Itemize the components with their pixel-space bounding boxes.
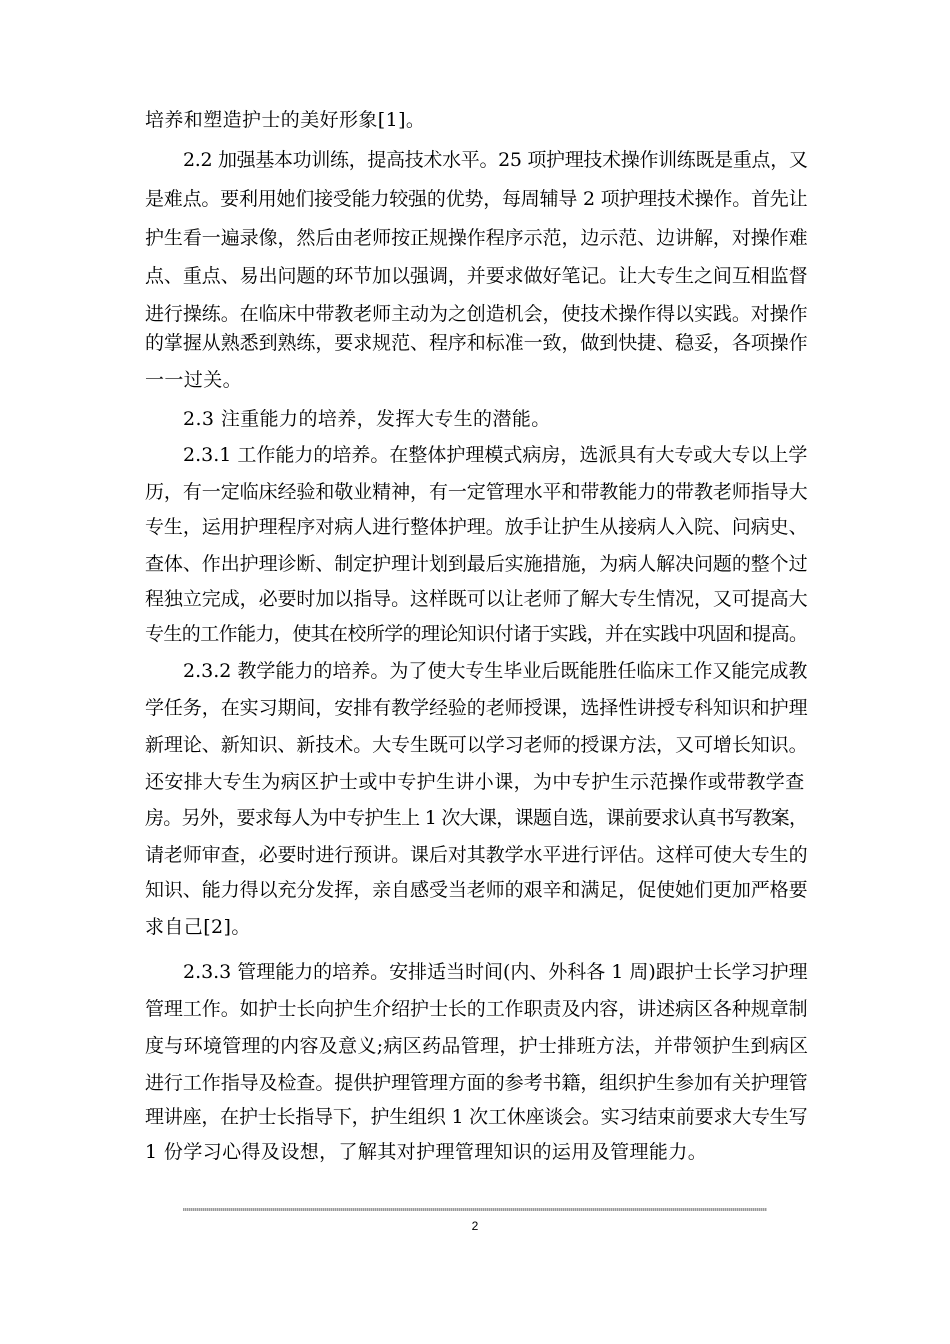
text-line: 护生看一遍录像，然后由老师按正规操作程序示范，边示范、边讲解，对操作难 bbox=[145, 227, 808, 249]
text-line: 知识、能力得以充分发挥，亲自感受当老师的艰辛和满足，促使她们更加严格要 bbox=[145, 879, 808, 901]
text-line: 房。另外，要求每人为中专护生上 1 次大课，课题自选，课前要求认真书写教案， bbox=[145, 807, 808, 829]
text-line: 请老师审查，必要时进行预讲。课后对其教学水平进行评估。这样可使大专生的 bbox=[145, 844, 808, 866]
text-line: 新理论、新知识、新技术。大专生既可以学习老师的授课方法，又可增长知识。 bbox=[145, 734, 808, 756]
text-line: 求自己[2]。 bbox=[145, 916, 251, 938]
text-line: 培养和塑造护士的美好形象[1]。 bbox=[145, 109, 426, 131]
text-line: 2.3.3 管理能力的培养。安排适当时间(内、外科各 1 周)跟护士长学习护理 bbox=[183, 961, 808, 983]
text-line: 2.3.1 工作能力的培养。在整体护理模式病房，选派具有大专或大专以上学 bbox=[183, 444, 808, 466]
text-line: 专生的工作能力，使其在校所学的理论知识付诸于实践，并在实践中巩固和提高。 bbox=[145, 623, 808, 645]
text-line: 1 份学习心得及设想，了解其对护理管理知识的运用及管理能力。 bbox=[145, 1141, 708, 1163]
text-line: 理讲座，在护士长指导下，护生组织 1 次工休座谈会。实习结束前要求大专生写 bbox=[145, 1106, 808, 1128]
text-line: 管理工作。如护士长向护生介绍护士长的工作职责及内容，讲述病区各种规章制 bbox=[145, 998, 808, 1020]
text-line: 的掌握从熟悉到熟练，要求规范、程序和标准一致，做到快捷、稳妥，各项操作 bbox=[145, 332, 808, 354]
text-line: 进行工作指导及检查。提供护理管理方面的参考书籍，组织护生参加有关护理管 bbox=[145, 1072, 808, 1094]
footer-divider bbox=[183, 1208, 767, 1211]
text-line: 进行操练。在临床中带教老师主动为之创造机会，使技术操作得以实践。对操作 bbox=[145, 303, 808, 325]
text-line: 2.2 加强基本功训练，提高技术水平。25 项护理技术操作训练既是重点，又 bbox=[183, 149, 808, 171]
text-line: 点、重点、易出问题的环节加以强调，并要求做好笔记。让大专生之间互相监督 bbox=[145, 265, 808, 287]
text-line: 是难点。要利用她们接受能力较强的优势，每周辅导 2 项护理技术操作。首先让 bbox=[145, 188, 808, 210]
page-number: 2 bbox=[471, 1219, 479, 1233]
text-line: 2.3 注重能力的培养，发挥大专生的潜能。 bbox=[183, 408, 551, 430]
text-line: 一一过关。 bbox=[145, 369, 243, 391]
text-line: 专生，运用护理程序对病人进行整体护理。放手让护生从接病人入院、问病史、 bbox=[145, 516, 808, 538]
text-line: 学任务，在实习期间，安排有教学经验的老师授课，选择性讲授专科知识和护理 bbox=[145, 697, 808, 719]
text-line: 2.3.2 教学能力的培养。为了使大专生毕业后既能胜任临床工作又能完成教 bbox=[183, 660, 808, 682]
text-line: 程独立完成，必要时加以指导。这样既可以让老师了解大专生情况，又可提高大 bbox=[145, 588, 808, 610]
text-line: 查体、作出护理诊断、制定护理计划到最后实施措施，为病人解决问题的整个过 bbox=[145, 553, 808, 575]
text-line: 历，有一定临床经验和敬业精神，有一定管理水平和带教能力的带教老师指导大 bbox=[145, 481, 808, 503]
text-line: 度与环境管理的内容及意义;病区药品管理，护士排班方法，并带领护生到病区 bbox=[145, 1035, 809, 1057]
text-line: 还安排大专生为病区护士或中专护生讲小课，为中专护生示范操作或带教学查 bbox=[145, 771, 805, 793]
